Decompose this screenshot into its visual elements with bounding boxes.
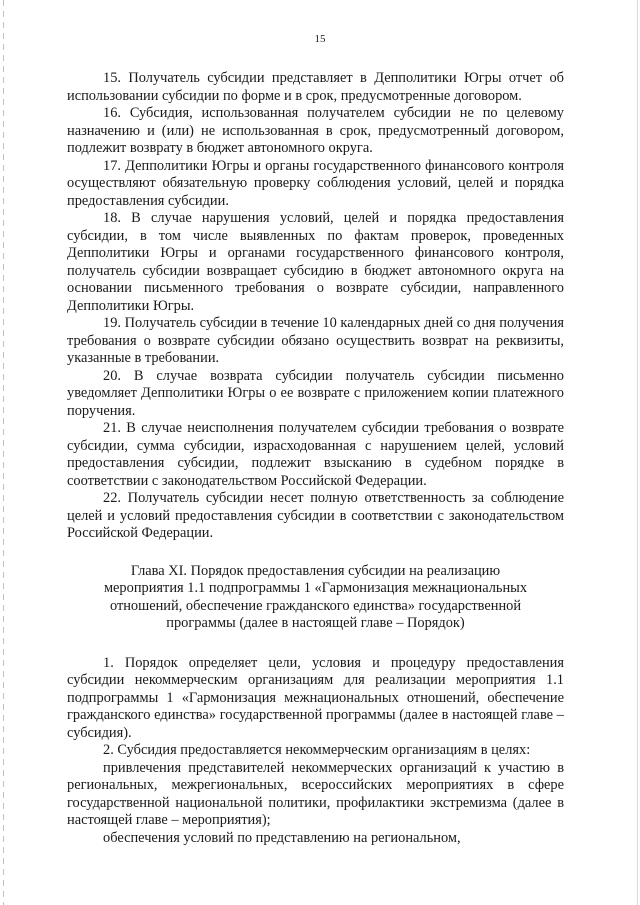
paragraph-1: 1. Порядок определяет цели, условия и процедуру предоставления субсидии некоммерческим организациям для реализации мероприятия 1.1 подпрограммы 1 «Гармонизация межнациональных отношений, обеспечение гражданского единства» государственной программы (далее в настоящей главе – субсидия). — [67, 654, 564, 741]
chapter-heading-line: отношений, обеспечение гражданского единства» государственной — [109, 597, 522, 614]
paragraph-21: 21. В случае неисполнения получателем субсидии требования о возврате субсидии, сумма субсидии, израсходованная с нарушением целей, условий предоставления субсидии, подлежит взысканию в судебном порядке в соответствии с законодательством Российской Федерации. — [67, 420, 564, 489]
scan-edge-right — [637, 0, 638, 905]
paragraph-19: 19. Получатель субсидии в течение 10 календарных дней со дня получения требования о возврате субсидии обязано осуществить возврат на реквизиты, указанные в требовании. — [67, 315, 564, 366]
section-top — [67, 70, 564, 543]
chapter-heading-line: программы (далее в настоящей главе – Порядок) — [166, 615, 465, 631]
chapter-heading — [95, 563, 536, 633]
paragraph-2: 2. Субсидия предоставляется некоммерческим организациям в целях: — [103, 742, 531, 758]
paragraph-22: 22. Получатель субсидии несет полную ответственность за соблюдение целей и условий предоставления субсидии в соответствии с законодательством Российской Федерации. — [67, 490, 564, 541]
section-bottom — [67, 655, 564, 848]
paragraph-18: 18. В случае нарушения условий, целей и порядка предоставления субсидии, в том числе выявленных по фактам проверок, проведенных Депполитики Югры и органами государственного финансового контроля, получатель субсидии возвращает субсидию в бюджет автономного округа на основании письменного требования о возврате субсидии, направленного Депполитики Югры. — [67, 210, 564, 314]
page-number: 15 — [314, 33, 326, 45]
document-body — [67, 70, 564, 847]
chapter-heading-line: мероприятия 1.1 подпрограммы 1 «Гармонизация межнациональных — [103, 580, 528, 596]
paragraph-20: 20. В случае возврата субсидии получатель субсидии письменно уведомляет Депполитики Югры о ее возврате с приложением копии платежного поручения. — [67, 367, 564, 419]
paragraph-15: 15. Получатель субсидии представляет в Депполитики Югры отчет об использовании субсидии по форме и в срок, предусмотренные договором. — [67, 70, 564, 104]
paragraph-goal-1: привлечения представителей некоммерческих организаций к участию в региональных, межрегиональных, всероссийских мероприятиях в сфере государственной национальной политики, профилактики экстремизма (далее в настоящей главе – мероприятия); — [67, 759, 564, 828]
paragraph-16: 16. Субсидия, использованная получателем субсидии не по целевому назначению и (или) не использованная в срок, предусмотренный договором, подлежит возврату в бюджет автономного округа. — [67, 105, 564, 156]
paragraph-17: 17. Депполитики Югры и органы государственного финансового контроля осуществляют обязательную проверку соблюдения условий, целей и порядка предоставления субсидии. — [67, 157, 564, 209]
paragraph-goal-2: обеспечения условий по представлению на региональном, — [103, 829, 461, 846]
chapter-heading-line: Глава XI. Порядок предоставления субсидии на реализацию — [130, 562, 501, 579]
scan-edge-left — [3, 0, 4, 905]
